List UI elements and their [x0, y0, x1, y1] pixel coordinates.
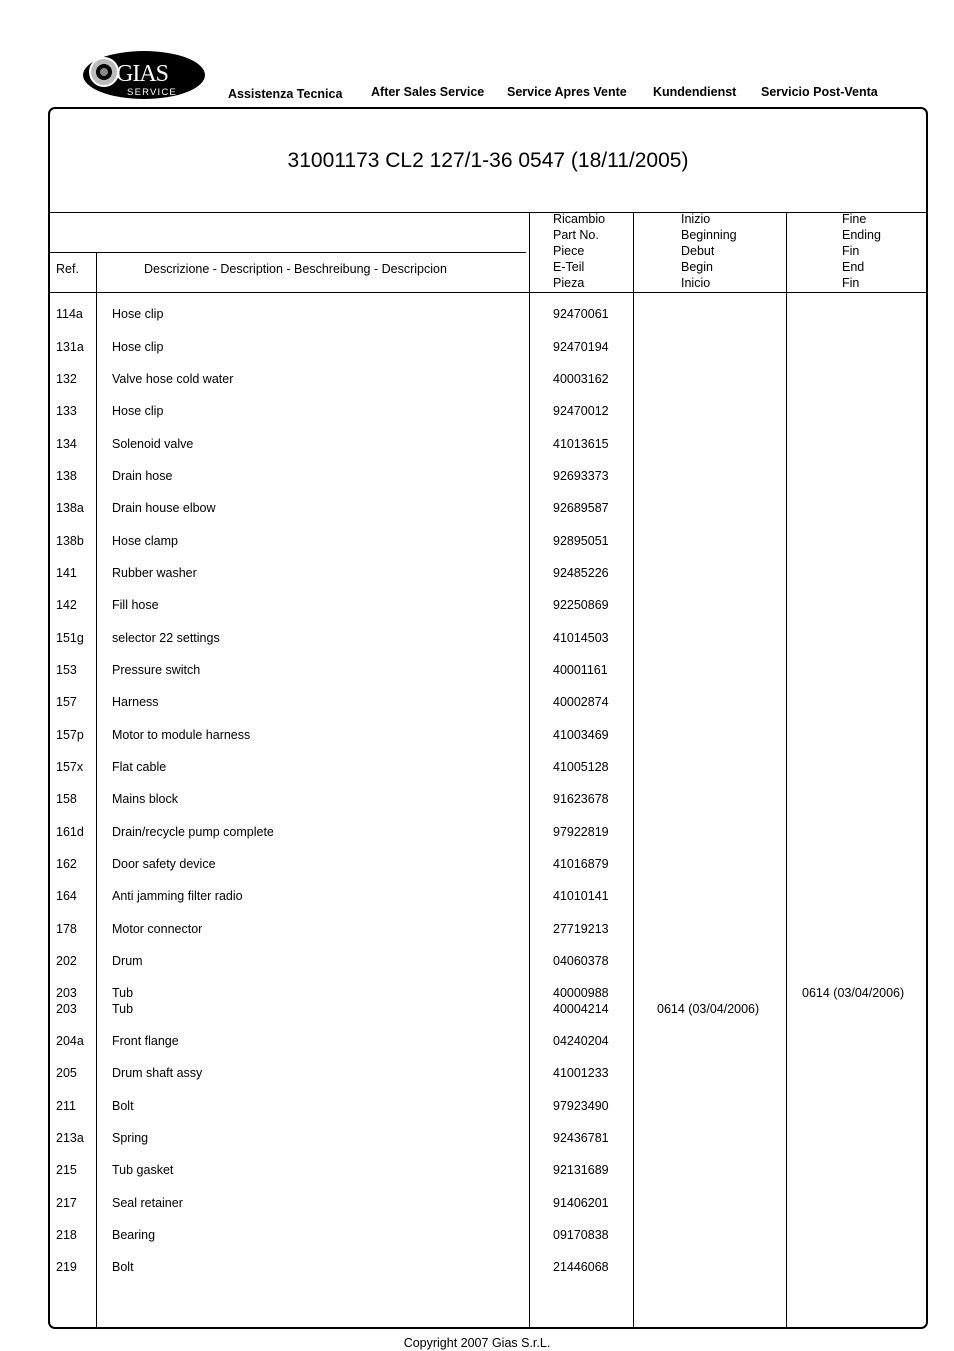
- part-number-cell: 41003469: [553, 728, 609, 742]
- description-cell: Door safety device: [112, 857, 216, 871]
- table-row: [50, 694, 926, 710]
- ref-cell: 203: [56, 1002, 77, 1016]
- table-row: [50, 371, 926, 387]
- part-number-cell: 04060378: [553, 954, 609, 968]
- ending-cell: 0614 (03/04/2006): [802, 986, 905, 1000]
- ref-cell: 204a: [56, 1034, 84, 1048]
- part-number-cell: 40000988: [553, 986, 609, 1000]
- ref-cell: 153: [56, 663, 77, 677]
- table-row: [50, 1001, 926, 1017]
- part-number-cell: 41001233: [553, 1066, 609, 1080]
- logo-text: GIAS: [116, 61, 169, 87]
- service-label-de: Kundendienst: [653, 85, 737, 99]
- table-row: [50, 306, 926, 322]
- part-number-cell: 92470061: [553, 307, 609, 321]
- part-number-cell: 91623678: [553, 792, 609, 806]
- part-number-cell: 09170838: [553, 1228, 609, 1242]
- ref-cell: 141: [56, 566, 77, 580]
- part-number-cell: 91406201: [553, 1196, 609, 1210]
- part-number-cell: 92470012: [553, 404, 609, 418]
- description-cell: Hose clip: [112, 404, 164, 418]
- document-title: 31001173 CL2 127/1-36 0547 (18/11/2005): [287, 149, 689, 172]
- table-row: [50, 597, 926, 613]
- table-row: [50, 824, 926, 840]
- part-number-cell: 97923490: [553, 1099, 609, 1113]
- description-cell: Drum shaft assy: [112, 1066, 203, 1080]
- description-cell: Fill hose: [112, 598, 159, 612]
- table-row: [50, 1130, 926, 1146]
- service-label-it: Assistenza Tecnica: [228, 87, 343, 101]
- table-row: [50, 468, 926, 484]
- part-number-cell: 41005128: [553, 760, 609, 774]
- part-number-cell: 21446068: [553, 1260, 609, 1274]
- part-number-cell: 92895051: [553, 534, 609, 548]
- table-row: [50, 500, 926, 516]
- table-row: [50, 1227, 926, 1243]
- part-number-cell: 92250869: [553, 598, 609, 612]
- table-row: [50, 436, 926, 452]
- description-cell: Hose clip: [112, 307, 164, 321]
- part-number-cell: 40004214: [553, 1002, 609, 1016]
- description-cell: selector 22 settings: [112, 631, 220, 645]
- part-number-cell: 27719213: [553, 922, 609, 936]
- description-cell: Anti jamming filter radio: [112, 889, 243, 903]
- ref-cell: 142: [56, 598, 77, 612]
- description-cell: Solenoid valve: [112, 437, 194, 451]
- ref-cell: 211: [56, 1099, 76, 1113]
- table-row: [50, 403, 926, 419]
- description-cell: Bolt: [112, 1260, 134, 1274]
- header-divider: [50, 292, 926, 293]
- description-cell: Flat cable: [112, 760, 167, 774]
- description-header: Descrizione - Description - Beschreibung - Descripcion: [144, 262, 447, 276]
- logo-subtext: SERVICE: [127, 87, 177, 98]
- table-row: [50, 339, 926, 355]
- ref-cell: 134: [56, 437, 77, 451]
- description-cell: Tub: [112, 986, 134, 1000]
- ref-cell: 217: [56, 1196, 77, 1210]
- ref-cell: 138: [56, 469, 77, 483]
- table-row: [50, 1195, 926, 1211]
- table-row: [50, 1033, 926, 1049]
- part-number-cell: 92470194: [553, 340, 609, 354]
- description-cell: Rubber washer: [112, 566, 197, 580]
- header-inner-divider: [50, 252, 526, 253]
- ref-cell: 157: [56, 695, 77, 709]
- table-row: [50, 662, 926, 678]
- ref-cell: 205: [56, 1066, 77, 1080]
- part-number-cell: 41010141: [553, 889, 609, 903]
- description-cell: Hose clamp: [112, 534, 178, 548]
- parts-list-frame: [48, 107, 928, 1329]
- description-cell: Drain/recycle pump complete: [112, 825, 274, 839]
- table-row: [50, 533, 926, 549]
- ref-cell: 219: [56, 1260, 77, 1274]
- copyright: Copyright 2007 Gias S.r.L.: [403, 1336, 551, 1350]
- title-divider: [50, 212, 926, 213]
- description-cell: Valve hose cold water: [112, 372, 234, 386]
- description-cell: Drain hose: [112, 469, 173, 483]
- description-cell: Tub: [112, 1002, 134, 1016]
- ending-header: Fine Ending Fin End Fin: [842, 212, 881, 290]
- description-cell: Motor connector: [112, 922, 203, 936]
- description-cell: Hose clip: [112, 340, 164, 354]
- ref-cell: 133: [56, 404, 77, 418]
- gias-service-logo: [82, 50, 206, 100]
- description-cell: Seal retainer: [112, 1196, 183, 1210]
- ref-cell: 151g: [56, 631, 84, 645]
- ref-cell: 164: [56, 889, 77, 903]
- service-label-fr: Service Apres Vente: [507, 85, 627, 99]
- ref-cell: 203: [56, 986, 77, 1000]
- part-number-cell: 40002874: [553, 695, 609, 709]
- description-cell: Drum: [112, 954, 143, 968]
- part-number-cell: 41016879: [553, 857, 609, 871]
- ref-cell: 158: [56, 792, 77, 806]
- ref-cell: 132: [56, 372, 77, 386]
- ref-cell: 178: [56, 922, 77, 936]
- description-cell: Drain house elbow: [112, 501, 216, 515]
- service-label-en: After Sales Service: [371, 85, 485, 99]
- description-cell: Tub gasket: [112, 1163, 174, 1177]
- part-number-cell: 41013615: [553, 437, 609, 451]
- description-cell: Spring: [112, 1131, 149, 1145]
- part-number-cell: 40003162: [553, 372, 609, 386]
- part-number-cell: 04240204: [553, 1034, 609, 1048]
- part-number-cell: 92689587: [553, 501, 609, 515]
- table-row: [50, 888, 926, 904]
- table-row: [50, 1259, 926, 1275]
- ref-cell: 202: [56, 954, 77, 968]
- part-number-cell: 92436781: [553, 1131, 609, 1145]
- ref-cell: 157p: [56, 728, 84, 742]
- table-row: [50, 1162, 926, 1178]
- table-row: [50, 1065, 926, 1081]
- description-cell: Mains block: [112, 792, 178, 806]
- ref-cell: 218: [56, 1228, 77, 1242]
- part-header: Ricambio Part No. Piece E-Teil Pieza: [553, 212, 606, 290]
- table-row: [50, 727, 926, 743]
- ref-cell: 131a: [56, 340, 84, 354]
- ref-cell: 162: [56, 857, 77, 871]
- description-cell: Pressure switch: [112, 663, 201, 677]
- part-number-cell: 92131689: [553, 1163, 609, 1177]
- ref-cell: 213a: [56, 1131, 84, 1145]
- table-row: [50, 1098, 926, 1114]
- table-row: [50, 856, 926, 872]
- beginning-cell: 0614 (03/04/2006): [657, 1002, 760, 1016]
- ref-cell: 157x: [56, 760, 84, 774]
- description-cell: Harness: [112, 695, 159, 709]
- description-cell: Bolt: [112, 1099, 134, 1113]
- description-cell: Bearing: [112, 1228, 156, 1242]
- ref-cell: 161d: [56, 825, 84, 839]
- ref-cell: 138a: [56, 501, 84, 515]
- part-number-cell: 92693373: [553, 469, 609, 483]
- part-number-cell: 41014503: [553, 631, 609, 645]
- description-cell: Motor to module harness: [112, 728, 251, 742]
- service-label-es: Servicio Post-Venta: [761, 85, 878, 99]
- ref-cell: 114a: [56, 307, 83, 321]
- ref-header: Ref.: [56, 262, 79, 276]
- beginning-header: Inizio Beginning Debut Begin Inicio: [681, 212, 737, 290]
- table-row: [50, 791, 926, 807]
- description-cell: Front flange: [112, 1034, 179, 1048]
- table-row: [50, 565, 926, 581]
- part-number-cell: 92485226: [553, 566, 609, 580]
- ref-cell: 138b: [56, 534, 84, 548]
- ref-cell: 215: [56, 1163, 77, 1177]
- part-number-cell: 97922819: [553, 825, 609, 839]
- table-row: [50, 759, 926, 775]
- table-row: [50, 953, 926, 969]
- table-row: [50, 921, 926, 937]
- table-row: [50, 630, 926, 646]
- part-number-cell: 40001161: [553, 663, 608, 677]
- table-row: [50, 985, 926, 1001]
